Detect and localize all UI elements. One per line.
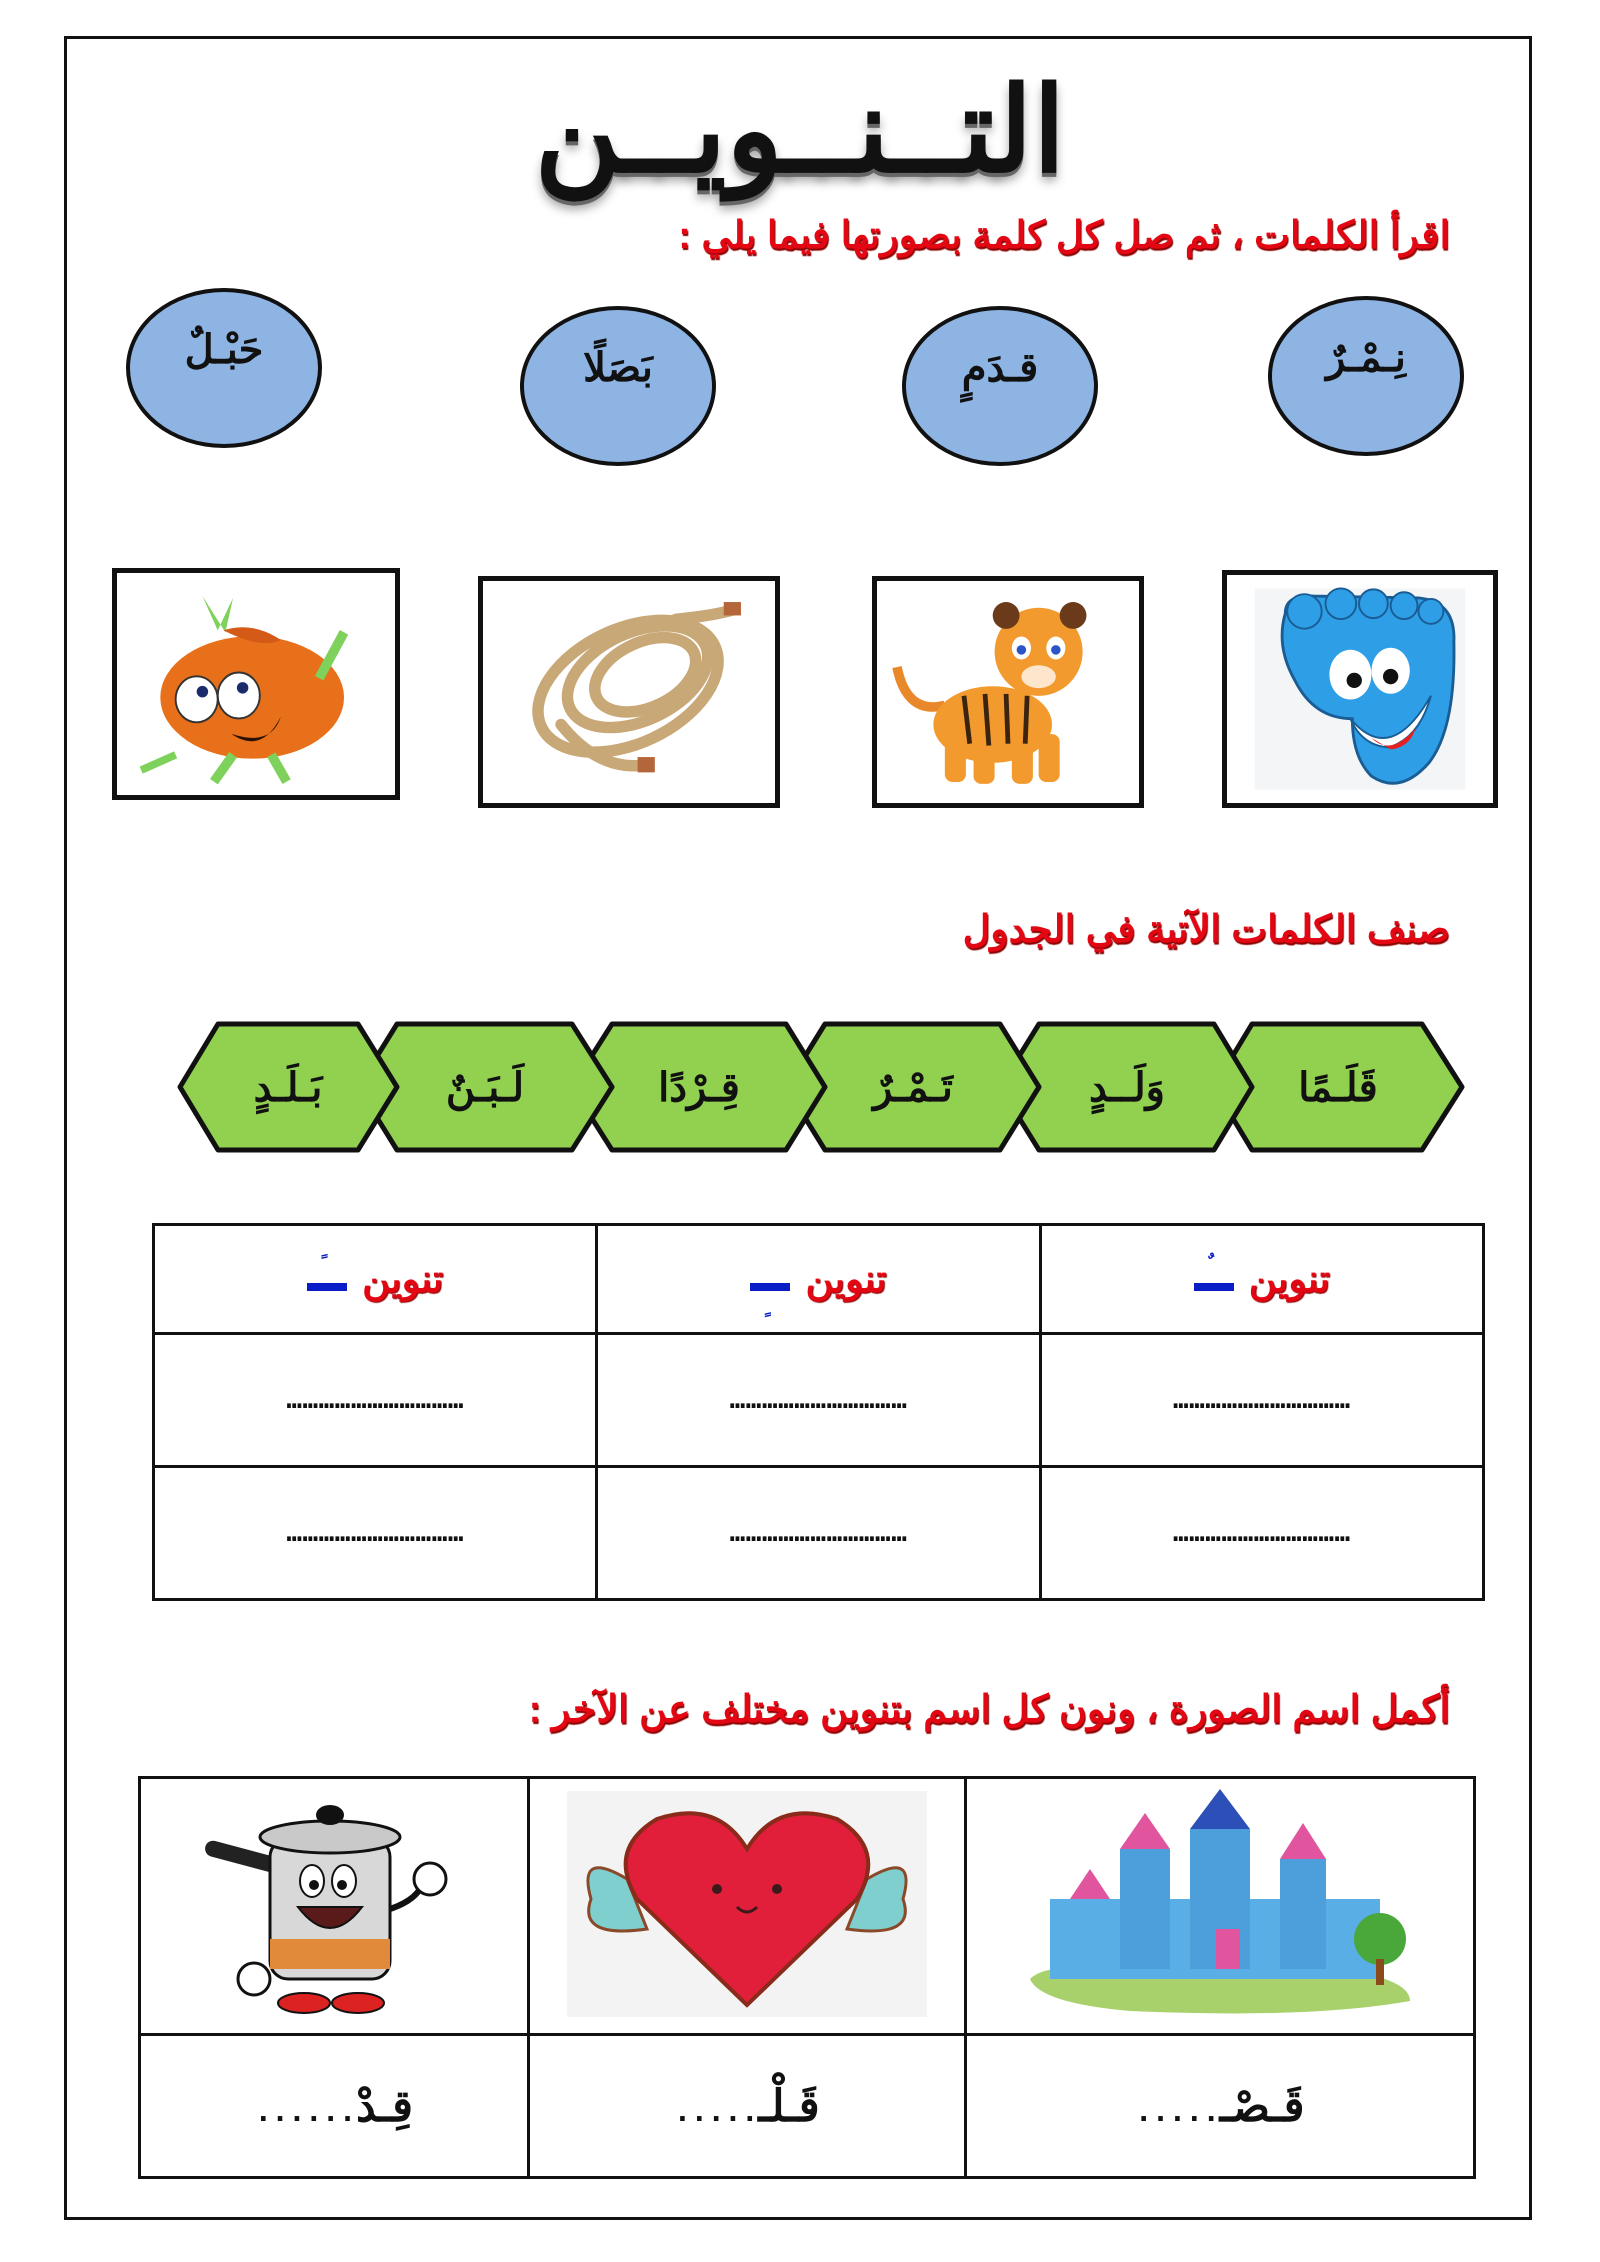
smiling-foot-icon <box>1227 575 1493 803</box>
answer-cell[interactable]: …………………………… <box>1040 1467 1483 1600</box>
answer-cell[interactable]: …………………………… <box>154 1467 597 1600</box>
answer-cell[interactable]: …………………………… <box>1040 1334 1483 1467</box>
worksheet-title: التــنــويــن <box>534 60 1066 199</box>
word-text: بَصَلًا <box>583 344 653 391</box>
word-text: قـدَمٍ <box>961 344 1039 391</box>
word-bubble-rope[interactable] <box>126 288 322 448</box>
hex-word-2[interactable]: وَلَــدٍ <box>1089 1063 1165 1111</box>
stub-heart[interactable]: قَـلْـ..... <box>528 2035 965 2178</box>
word-bubble-onion[interactable] <box>520 306 716 466</box>
header-kasratain: تنوين <box>597 1225 1040 1334</box>
header-fathatain: تنوين <box>154 1225 597 1334</box>
section3-instruction: أكمل اسم الصورة ، ونون كل اسم بتنوين مختلف عن الآخر : <box>528 1689 1450 1731</box>
classification-table <box>152 1223 1485 1601</box>
hex-word-3[interactable]: تَـمْـرٌ <box>873 1063 953 1111</box>
section2-instruction: صنف الكلمات الآتية في الجدول <box>962 909 1450 951</box>
answer-cell[interactable]: …………………………… <box>154 1334 597 1467</box>
picture-heart <box>528 1778 965 2035</box>
picture-castle <box>965 1778 1474 2035</box>
rope-icon <box>483 581 775 803</box>
onion-icon <box>117 573 395 795</box>
hex-word-1[interactable]: قَلَـمًا <box>1298 1063 1378 1111</box>
picture-row <box>140 1778 1475 2035</box>
picture-tiger[interactable] <box>872 576 1144 808</box>
stub-pot[interactable]: قِـدْ...... <box>140 2035 529 2178</box>
table-header-row <box>154 1225 1484 1334</box>
word-text: حَبْـلٌ <box>184 326 264 373</box>
answer-cell[interactable]: …………………………… <box>597 1334 1040 1467</box>
hex-word-4[interactable]: قِـرْدًا <box>658 1063 740 1111</box>
stub-castle[interactable]: قَـصْـ..... <box>965 2035 1474 2178</box>
header-dammatain: تنوين <box>1040 1225 1483 1334</box>
completion-table <box>138 1776 1476 2179</box>
fathatain-mark-icon <box>307 1283 347 1291</box>
cooking-pot-icon <box>174 1789 494 2019</box>
hex-word-5[interactable]: لَـبَـنٌ <box>445 1063 525 1111</box>
section1-instruction: اقرأ الكلمات ، ثم صل كل كلمة بصورتها فيما يلي : <box>678 215 1450 257</box>
word-bubble-tiger[interactable] <box>1268 296 1464 456</box>
castle-icon <box>1010 1789 1430 2019</box>
picture-pot <box>140 1778 529 2035</box>
word-hexagon-row <box>174 1018 1470 1156</box>
tiger-icon <box>877 581 1139 803</box>
dammatain-mark-icon <box>1194 1283 1234 1291</box>
word-stub-row <box>140 2035 1475 2178</box>
picture-onion[interactable] <box>112 568 400 800</box>
table-row <box>154 1467 1484 1600</box>
picture-rope[interactable] <box>478 576 780 808</box>
word-bubble-foot[interactable] <box>902 306 1098 466</box>
word-text: نِـمْـرٌ <box>1326 334 1406 381</box>
picture-foot[interactable] <box>1222 570 1498 808</box>
table-row <box>154 1334 1484 1467</box>
hex-word-6[interactable]: بَـلَـدٍ <box>253 1063 323 1111</box>
answer-cell[interactable]: …………………………… <box>597 1467 1040 1600</box>
winged-heart-icon <box>567 1789 927 2019</box>
kasratain-mark-icon <box>750 1283 790 1291</box>
